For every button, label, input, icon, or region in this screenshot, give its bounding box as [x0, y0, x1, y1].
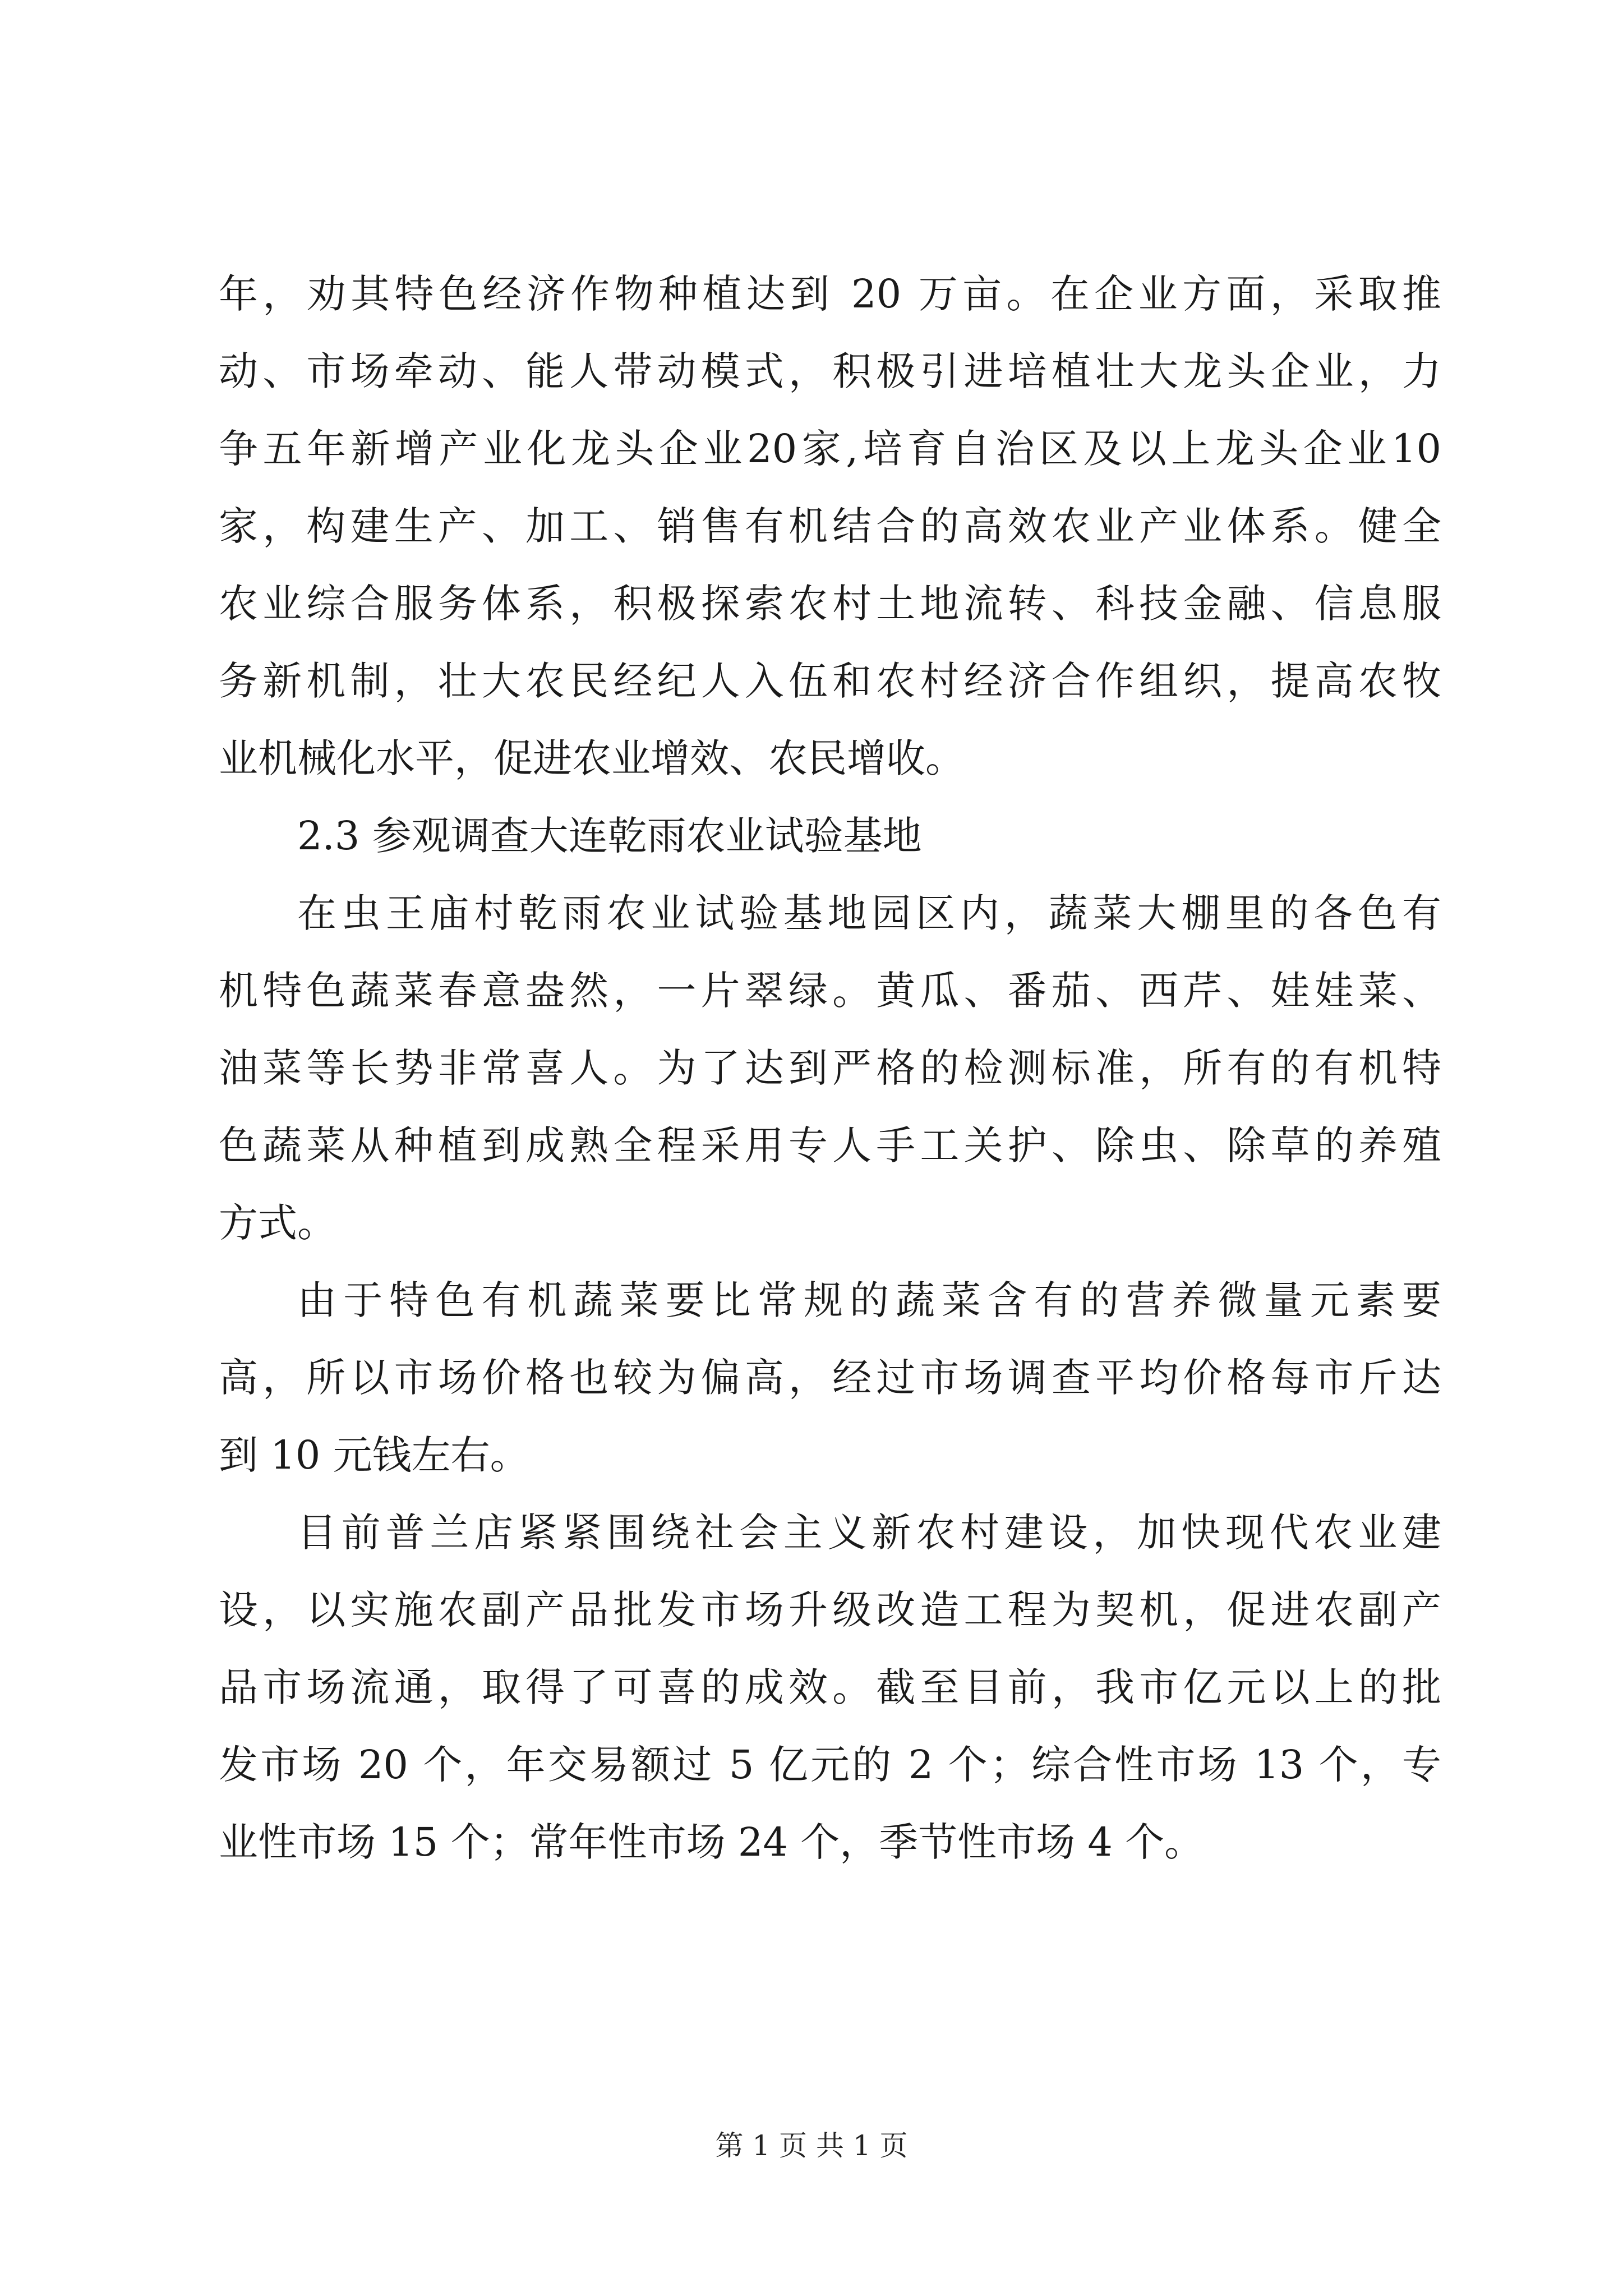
paragraph-2-line-3: 油菜等长势非常喜人。为了达到严格的检测标准，所有的有机特 [219, 1045, 1441, 1091]
paragraph-4-line-2: 设，以实施农副产品批发市场升级改造工程为契机，促进农副产 [219, 1587, 1441, 1633]
paragraph-4-line-3: 品市场流通，取得了可喜的成效。截至目前，我市亿元以上的批 [219, 1664, 1441, 1710]
paragraph-1-line-1: 年，劝其特色经济作物种植达到 20 万亩。在企业方面，采取推 [219, 271, 1441, 317]
paragraph-1-line-5: 农业综合服务体系，积极探索农村土地流转、科技金融、信息服 [219, 581, 1441, 627]
paragraph-4-line-4: 发市场 20 个，年交易额过 5 亿元的 2 个；综合性市场 13 个，专 [219, 1742, 1441, 1788]
paragraph-1-line-6: 务新机制，壮大农民经纪人入伍和农村经济合作组织，提高农牧 [219, 658, 1441, 704]
paragraph-1-line-4: 家，构建生产、加工、销售有机结合的高效农业产业体系。健全 [219, 503, 1441, 549]
paragraph-3-line-1: 由于特色有机蔬菜要比常规的蔬菜含有的营养微量元素要 [297, 1277, 1441, 1323]
paragraph-2-line-2: 机特色蔬菜春意盎然，一片翠绿。黄瓜、番茄、西芹、娃娃菜、 [219, 968, 1441, 1014]
paragraph-3-line-3: 到 10 元钱左右。 [219, 1432, 529, 1478]
section-heading-2-3: 2.3 参观调查大连乾雨农业试验基地 [297, 813, 922, 859]
paragraph-1-line-2: 动、市场牵动、能人带动模式，积极引进培植壮大龙头企业，力 [219, 348, 1441, 394]
document-body [219, 255, 1441, 1881]
paragraph-2-line-5: 方式。 [219, 1200, 336, 1246]
paragraph-2-line-4: 色蔬菜从种植到成熟全程采用专人手工关护、除虫、除草的养殖 [219, 1122, 1441, 1168]
paragraph-4-line-1: 目前普兰店紧紧围绕社会主义新农村建设，加快现代农业建 [297, 1510, 1441, 1556]
paragraph-3-line-2: 高，所以市场价格也较为偏高，经过市场调查平均价格每市斤达 [219, 1355, 1441, 1401]
paragraph-2-line-1: 在虫王庙村乾雨农业试验基地园区内，蔬菜大棚里的各色有 [297, 890, 1441, 936]
paragraph-1-line-7: 业机械化水平，促进农业增效、农民增收。 [219, 735, 965, 781]
page-footer [0, 2129, 1623, 2162]
paragraph-4-line-5: 业性市场 15 个；常年性市场 24 个，季节性市场 4 个。 [219, 1819, 1204, 1865]
page-number-label: 第 1 页 共 1 页 [715, 2129, 908, 2162]
paragraph-1-line-3: 争五年新增产业化龙头企业20家,培育自治区及以上龙头企业10 [219, 426, 1441, 472]
